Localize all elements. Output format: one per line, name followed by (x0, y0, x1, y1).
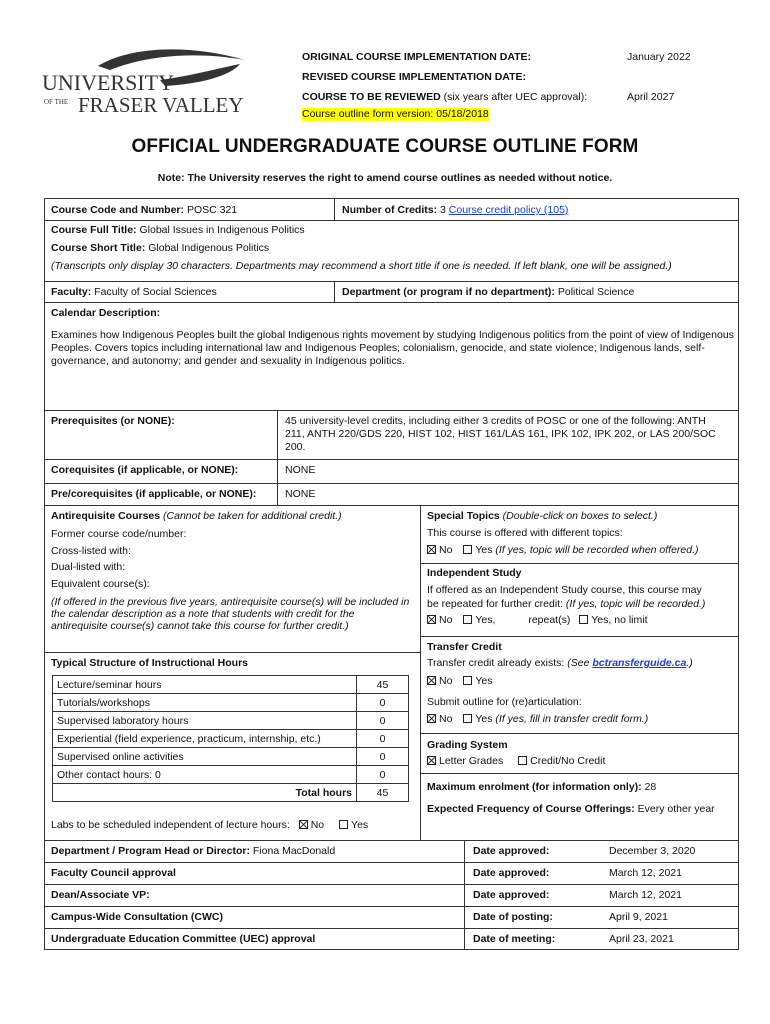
table-row: Tutorials/workshops 0 (53, 694, 409, 712)
coreq-label: Corequisites (if applicable, or NONE): (51, 464, 239, 476)
special-label: Special Topics (Double-click on boxes to select.) (427, 510, 658, 522)
independent-options: No Yes, repeat(s) Yes, no limit (427, 614, 648, 627)
page-title: OFFICIAL UNDERGRADUATE COURSE OUTLINE FORM (131, 136, 639, 157)
antireq-dual: Dual-listed with: (51, 561, 126, 573)
antireq-note: (If offered in the previous five years, antirequisite course(s) will be included in the calendar description as a note that students with credit for the antirequisite course(s) cannot take this course for further credit.) (51, 596, 410, 632)
date-label: Date of meeting: (473, 933, 556, 945)
date-value: March 12, 2021 (609, 867, 682, 879)
date-label: Date approved: (473, 845, 550, 857)
transfer-yes-checkbox[interactable] (463, 676, 472, 685)
transcript-note: (Transcripts only display 30 characters. Departments may recommend a short title if one is needed. If left blank, one will be assigned.) (51, 260, 672, 272)
date-value: December 3, 2020 (609, 845, 696, 857)
svg-text:FRASER VALLEY: FRASER VALLEY (78, 93, 244, 117)
transfer-exists: Transfer credit already exists: (See bctransferguide.ca.) (427, 657, 693, 669)
department: Department (or program if no department): Political Science (342, 286, 635, 298)
approval-uec: Undergraduate Education Committee (UEC) approval (51, 933, 316, 945)
table-row: Lecture/seminar hours 45 (53, 676, 409, 694)
independent-no-checkbox[interactable] (427, 615, 436, 624)
antireq-label: Antirequisite Courses (Cannot be taken for additional credit.) (51, 510, 342, 522)
hours-label: Typical Structure of Instructional Hours (51, 657, 248, 669)
approval-dean: Dean/Associate VP: (51, 889, 150, 901)
max-enrolment: Maximum enrolment (for information only): 28 (427, 781, 657, 793)
review-value: April 2027 (627, 91, 675, 103)
independent-line2: be repeated for further credit: (If yes, topic will be recorded.) (427, 598, 706, 610)
amend-note: Note: The University reserves the right to amend course outlines as needed without notice. (157, 172, 613, 184)
transfer-label: Transfer Credit (427, 641, 502, 653)
special-no-checkbox[interactable] (427, 545, 436, 554)
credit-no-credit-checkbox[interactable] (518, 756, 527, 765)
table-row: Other contact hours: 0 0 (53, 766, 409, 784)
table-row: Experiential (field experience, practicum, internship, etc.) 0 (53, 730, 409, 748)
table-row: Supervised laboratory hours 0 (53, 712, 409, 730)
full-title: Course Full Title: Global Issues in Indigenous Politics (51, 224, 305, 236)
svg-text:UNIVERSITY: UNIVERSITY (42, 70, 174, 95)
transfer-submit: Submit outline for (re)articulation: (427, 696, 582, 708)
approval-dept-head: Department / Program Head or Director: Fiona MacDonald (51, 845, 336, 857)
short-title: Course Short Title: Global Indigenous Politics (51, 242, 270, 254)
date-value: April 23, 2021 (609, 933, 674, 945)
offering-frequency: Expected Frequency of Course Offerings: Every other year (427, 803, 715, 815)
form-version: Course outline form version: 05/18/2018 (302, 108, 489, 120)
date-value: April 9, 2021 (609, 911, 668, 923)
university-logo (40, 46, 250, 126)
precoreq-value: NONE (285, 488, 316, 500)
hours-table (52, 675, 409, 802)
faculty: Faculty: Faculty of Social Sciences (51, 286, 217, 298)
calendar-description: Examines how Indigenous Peoples built the global Indigenous rights movement by studying Indigenous politics from the point of view of Indigenous Peoples. Covers topics including international law and Indigenous Peoples; colonialism, genocide, and state violence; Indigenous lands, self-governance, and autonomy; and gender and sexuality in Indigenous politics. (51, 329, 734, 367)
orig-impl-value: January 2022 (627, 51, 691, 63)
labs-no-checkbox[interactable] (299, 820, 308, 829)
grading-options: Letter Grades Credit/No Credit (427, 755, 605, 768)
coreq-value: NONE (285, 464, 316, 476)
letter-grades-checkbox[interactable] (427, 756, 436, 765)
independent-no-limit-checkbox[interactable] (579, 615, 588, 624)
independent-line1: If offered as an Independent Study course, this course may (427, 584, 702, 596)
precoreq-label: Pre/corequisites (if applicable, or NONE): (51, 488, 257, 500)
bctransferguide-link[interactable]: bctransferguide.ca (592, 657, 687, 669)
date-label: Date approved: (473, 889, 550, 901)
revised-impl-label: REVISED COURSE IMPLEMENTATION DATE: (302, 71, 527, 83)
svg-text:OF THE: OF THE (44, 98, 69, 106)
approval-cwc: Campus-Wide Consultation (CWC) (51, 911, 223, 923)
prereq-label: Prerequisites (or NONE): (51, 415, 175, 427)
rearticulation-yes-checkbox[interactable] (463, 714, 472, 723)
prereq-value: 45 university-level credits, including either 3 credits of POSC or one of the following: ANTH 211, ANTH 220/GDS 220, HIST 102, HIST 161/LAS 161, IPK 102, IPK 202, or LAS 200/SOC 200. (285, 415, 716, 453)
logo-swoosh-icon (40, 46, 250, 126)
antireq-cross: Cross-listed with: (51, 545, 131, 557)
special-line: This course is offered with different topics: (427, 527, 623, 539)
independent-label: Independent Study (427, 567, 522, 579)
date-label: Date approved: (473, 867, 550, 879)
review-line: COURSE TO BE REVIEWED (six years after UEC approval): (302, 91, 588, 103)
antireq-former: Former course code/number: (51, 528, 187, 540)
course-code: Course Code and Number: POSC 321 (51, 204, 238, 216)
total-row: Total hours 45 (53, 784, 409, 802)
approval-faculty-council: Faculty Council approval (51, 867, 176, 879)
calendar-label: Calendar Description: (51, 307, 161, 319)
date-label: Date of posting: (473, 911, 553, 923)
antireq-equiv: Equivalent course(s): (51, 578, 150, 590)
date-value: March 12, 2021 (609, 889, 682, 901)
orig-impl-label: ORIGINAL COURSE IMPLEMENTATION DATE: (302, 51, 532, 63)
credits: Number of Credits: 3 Course credit policy (105) (342, 204, 569, 216)
transfer-exists-options: No Yes (427, 675, 493, 688)
transfer-no-checkbox[interactable] (427, 676, 436, 685)
labs-yes-checkbox[interactable] (339, 820, 348, 829)
special-yes-checkbox[interactable] (463, 545, 472, 554)
rearticulation-no-checkbox[interactable] (427, 714, 436, 723)
special-options: No Yes (If yes, topic will be recorded when offered.) (427, 544, 699, 557)
table-row: Supervised online activities 0 (53, 748, 409, 766)
labs-line: Labs to be scheduled independent of lecture hours: No Yes (51, 819, 369, 831)
grading-label: Grading System (427, 739, 508, 751)
independent-yes-checkbox[interactable] (463, 615, 472, 624)
transfer-submit-options: No Yes (If yes, fill in transfer credit form.) (427, 713, 648, 726)
credit-policy-link[interactable]: Course credit policy (105) (448, 204, 569, 216)
